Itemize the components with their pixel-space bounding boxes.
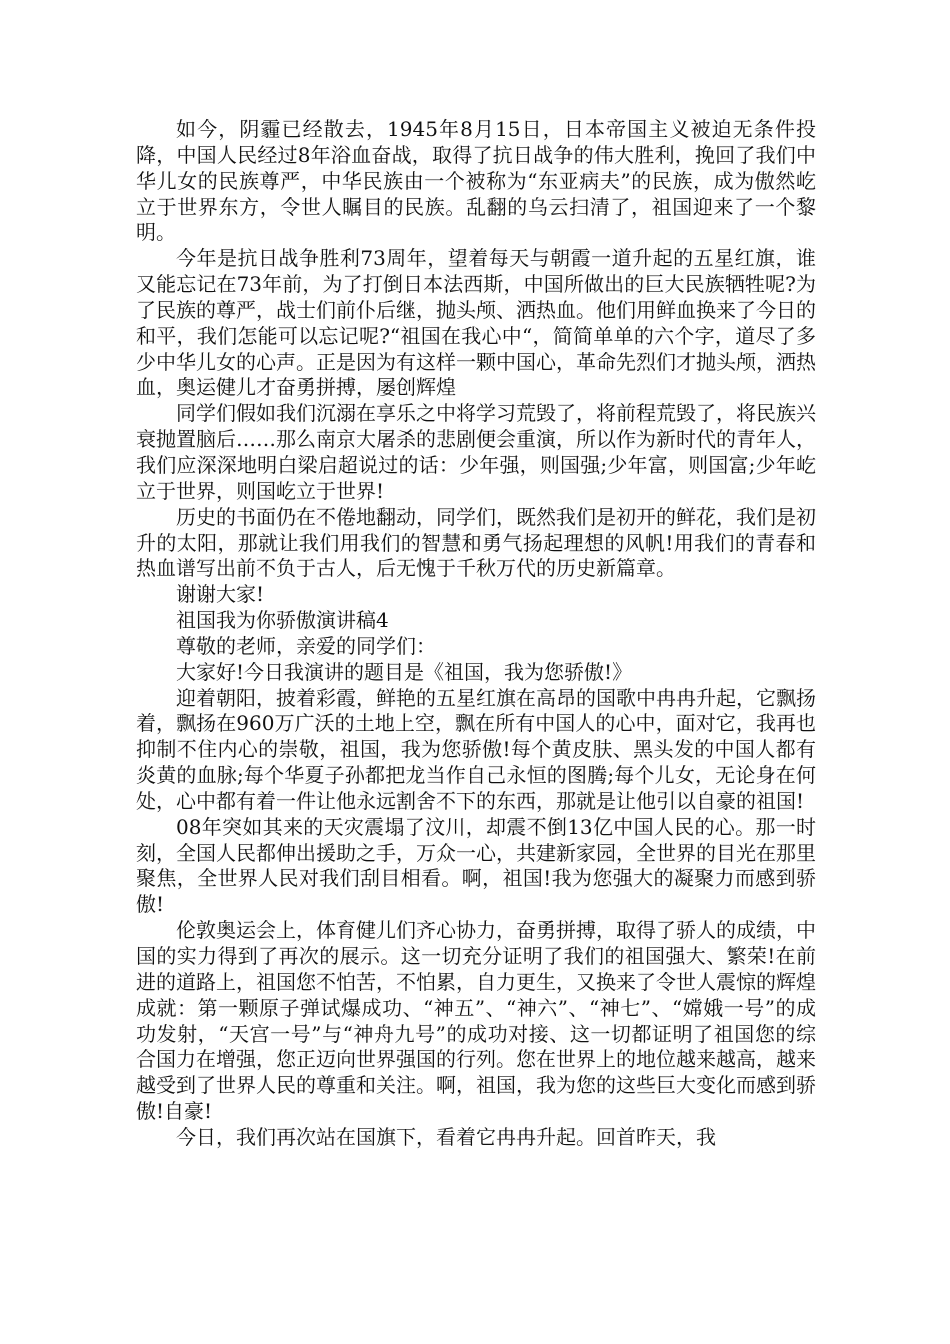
section-title: 祖国我为你骄傲演讲稿4	[176, 608, 389, 633]
paragraph: 迎着朝阳，披着彩霞，鲜艳的五星红旗在高昂的国歌中冉冉升起，它飘扬着，飘扬在960万广沃的土地上空，飘在所有中国人的心中，面对它，我再也抑制不住内心的崇敬，祖国，我为您骄傲!每个黄皮肤、黑头发的中国人都有炎黄的血脉;每个华夏子孙都把龙当作自己永恒的图腾;每个儿女，无论身在何处，心中都有着一件让他永远割舍不下的东西，那就是让他引以自豪的祖国!	[136, 685, 816, 813]
paragraph: 历史的书面仍在不倦地翻动，同学们，既然我们是初开的鲜花，我们是初升的太阳，那就让我们用我们的智慧和勇气扬起理想的风帆!用我们的青春和热血谱写出前不负于古人，后无愧于千秋万代的历史新篇章。	[136, 504, 816, 581]
paragraph: 大家好!今日我演讲的题目是《祖国，我为您骄傲!》	[176, 659, 633, 684]
paragraph: 今日，我们再次站在国旗下，看着它冉冉升起。回首昨天，我	[176, 1124, 716, 1149]
paragraph: 谢谢大家!	[176, 582, 265, 607]
salutation: 尊敬的老师，亲爱的同学们：	[176, 633, 436, 658]
paragraph: 如今，阴霾已经散去，1945年8月15日，日本帝国主义被迫无条件投降，中国人民经过8年浴血奋战，取得了抗日战争的伟大胜利，挽回了我们中华儿女的民族尊严，中华民族由一个被称为“东亚病夫”的民族，成为傲然屹立于世界东方，令世人瞩目的民族。乱翻的乌云扫清了，祖国迎来了一个黎明。	[136, 117, 816, 245]
paragraph: 今年是抗日战争胜利73周年，望着每天与朝霞一道升起的五星红旗，谁又能忘记在73年前，为了打倒日本法西斯，中国所做出的巨大民族牺牲呢?为了民族的尊严，战士们前仆后继，抛头颅、洒热血。他们用鲜血换来了今日的和平，我们怎能可以忘记呢?“祖国在我心中“，简简单单的六个字，道尽了多少中华儿女的心声。正是因为有这样一颗中国心，革命先烈们才抛头颅，洒热血，奥运健儿才奋勇拼搏，屡创辉煌	[136, 246, 816, 400]
paragraph: 08年突如其来的天灾震塌了汶川，却震不倒13亿中国人民的心。那一时刻，全国人民都伸出援助之手，万众一心，共建新家园，全世界的目光在那里聚焦，全世界人民对我们刮目相看。啊，祖国!我为您强大的凝聚力而感到骄傲!	[136, 814, 816, 917]
paragraph: 伦敦奥运会上，体育健儿们齐心协力，奋勇拼搏，取得了骄人的成绩，中国的实力得到了再次的展示。这一切充分证明了我们的祖国强大、繁荣!在前进的道路上，祖国您不怕苦，不怕累，自力更生，又换来了令世人震惊的辉煌成就：第一颗原子弹试爆成功、“神五”、“神六”、“神七”、“嫦娥一号”的成功发射，“天宫一号”与“神舟九号”的成功对接、这一切都证明了祖国您的综合国力在增强，您正迈向世界强国的行列。您在世界上的地位越来越高，越来越受到了世界人民的尊重和关注。啊，祖国，我为您的这些巨大变化而感到骄傲!自豪!	[136, 918, 816, 1124]
paragraph: 同学们假如我们沉溺在享乐之中将学习荒毁了，将前程荒毁了，将民族兴衰抛置脑后……那么南京大屠杀的悲剧便会重演，所以作为新时代的青年人，我们应深深地明白梁启超说过的话：少年强，则国强;少年富，则国富;少年屹立于世界，则国屹立于世界!	[136, 401, 816, 503]
document-body	[136, 117, 816, 1151]
